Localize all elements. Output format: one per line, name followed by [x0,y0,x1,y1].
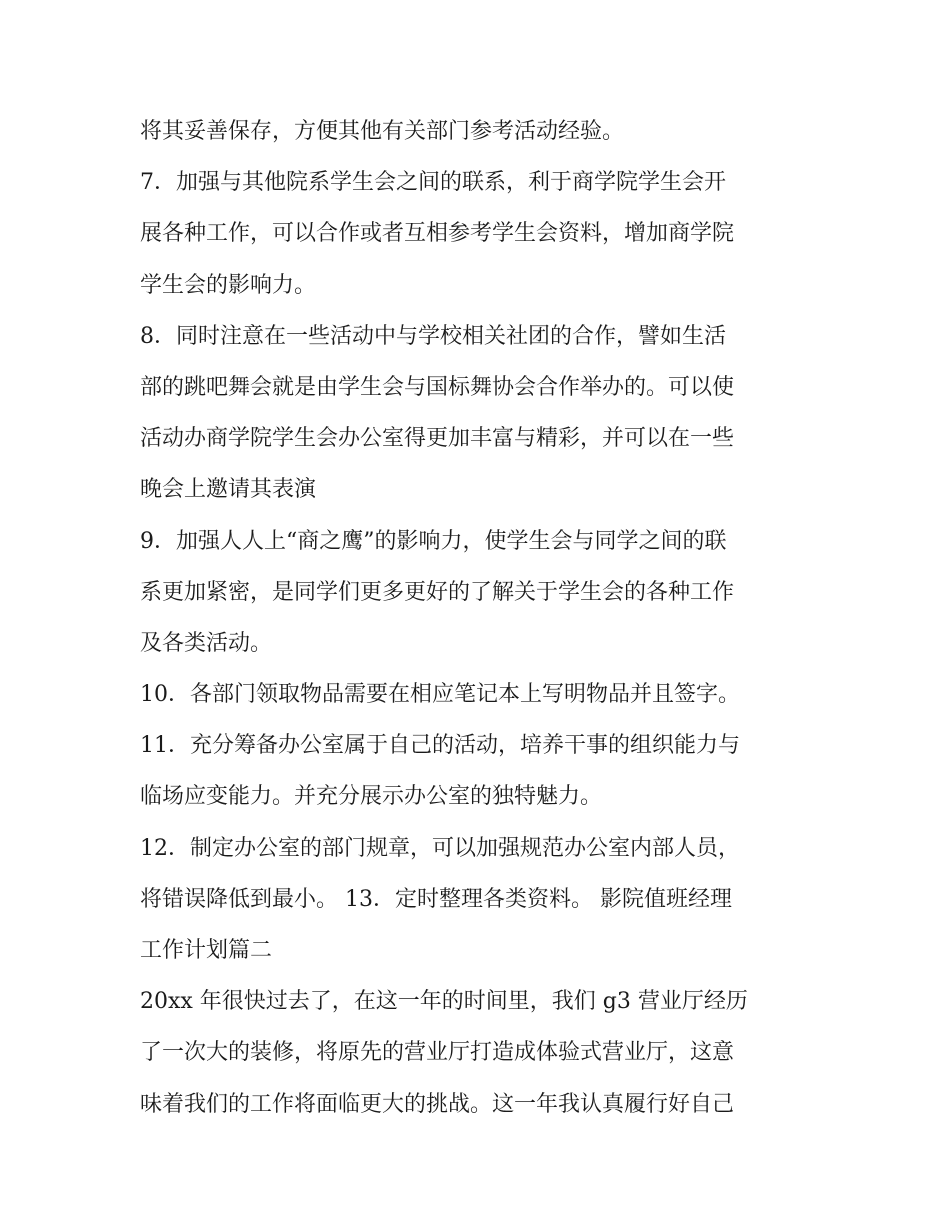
text-line: 学生会的影响力。 [140,272,317,298]
text-line: 及各类活动。 [140,630,273,656]
text-line: 11．充分筹备办公室属于自己的活动，培养干事的组织能力与 [140,733,740,759]
text-line: 部的跳吧舞会就是由学生会与国标舞协会合作举办的。可以使 [140,374,735,400]
text-line: 12．制定办公室的部门规章，可以加强规范办公室内部人员， [140,835,740,861]
text-line: 9．加强人人上“商之鹰”的影响力，使学生会与同学之间的联 [140,528,727,554]
text-line: 工作计划篇二 [140,938,273,963]
text-line: 了一次大的装修，将原先的营业厅打造成体验式营业厅，这意 [140,1040,735,1066]
document-body [140,106,820,1130]
text-line: 临场应变能力。并充分展示办公室的独特魅力。 [140,784,603,810]
text-line: 8．同时注意在一些活动中与学校相关社团的合作，譬如生活 [140,323,726,349]
text-line: 展各种工作，可以合作或者互相参考学生会资料，增加商学院 [140,221,735,247]
text-line: 将其妥善保存，方便其他有关部门参考活动经验。 [140,119,625,144]
text-line: 10．各部门领取物品需要在相应笔记本上写明物品并且签字。 [140,682,740,708]
text-line: 味着我们的工作将面临更大的挑战。这一年我认真履行好自己 [140,1091,735,1117]
text-line: 系更加紧密，是同学们更多更好的了解关于学生会的各种工作 [140,579,735,605]
text-line: 20xx 年很快过去了，在这一年的时间里，我们 g3 营业厅经历 [140,989,748,1015]
text-line: 晚会上邀请其表演 [140,477,317,503]
text-line: 活动办商学院学生会办公室得更加丰富与精彩，并可以在一些 [140,426,735,452]
text-line: 将错误降低到最小。 13．定时整理各类资料。 影院值班经理 [140,886,732,912]
text-line: 7．加强与其他院系学生会之间的联系，利于商学院学生会开 [140,170,726,196]
